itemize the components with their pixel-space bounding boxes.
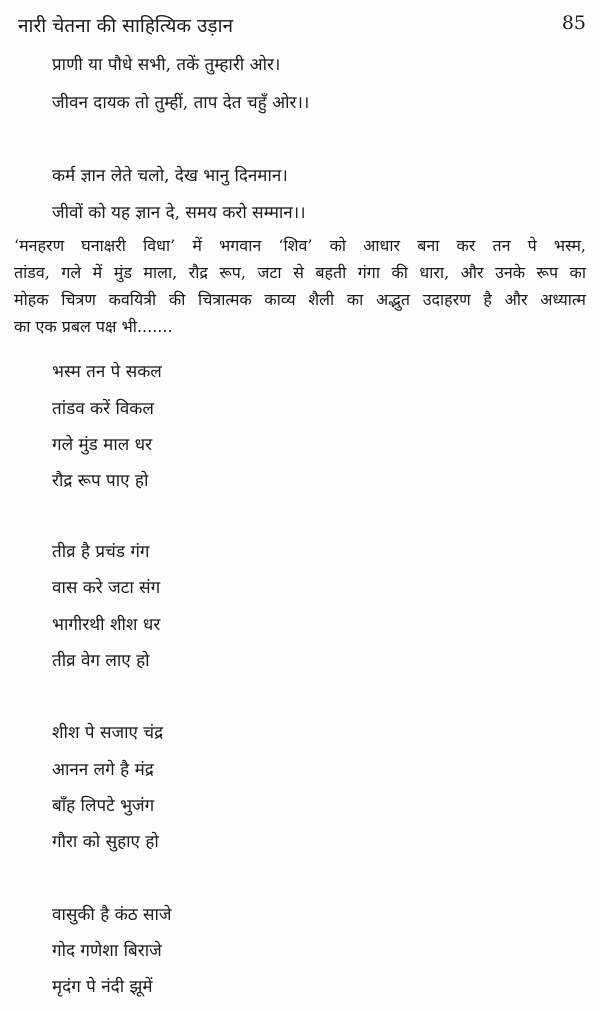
couplet-2-line-2: जीवों को यह ज्ञान दे, समय करो सम्मान।। [52, 203, 306, 223]
stanza-3-line-3: बाँह लिपटे भुजंग [52, 796, 155, 816]
running-title: नारी चेतना की साहित्यिक उड़ान [18, 15, 234, 37]
stanza-4-line-2: गोद गणेशा बिराजे [52, 941, 162, 961]
stanza-1-line-3: गले मुंड माल धर [52, 435, 153, 455]
paragraph-line-4: का एक प्रबल पक्ष भी....... [14, 317, 173, 336]
page-header [18, 12, 586, 42]
stanza-3-line-1: शीश पे सजाए चंद्र [52, 723, 164, 743]
stanza-4-line-1: वासुकी है कंठ साजे [52, 905, 172, 925]
paragraph-line-1: ‘मनहरण घनाक्षरी विधा’ में भगवान ‘शिव’ को आधार बना कर तन पे भस्म, [14, 236, 586, 255]
paragraph-line-2: तांडव, गले में मुंड माला, रौद्र रूप, जटा से बहती गंगा की धारा, और उनके रूप का [14, 263, 586, 282]
stanza-1-line-4: रौद्र रूप पाए हो [52, 471, 149, 491]
stanza-3-line-4: गौरा को सुहाए हो [52, 832, 159, 852]
stanza-3-line-2: आनन लगे है मंद्र [52, 760, 154, 780]
stanza-1-line-1: भस्म तन पे सकल [52, 362, 162, 382]
prose-paragraph [14, 232, 586, 340]
stanza-2-line-1: तीव्र है प्रचंड गंग [52, 542, 150, 562]
couplet-1-line-1: प्राणी या पौधे सभी, तकें तुम्हारी ओर। [52, 55, 281, 75]
stanza-2-line-2: वास करे जटा संग [52, 578, 161, 598]
page-number: 85 [561, 12, 586, 34]
couplet-1-line-2: जीवन दायक तो तुम्हीं, ताप देत चहुँ ओर।। [52, 93, 310, 113]
stanza-4-line-3: मृदंग पे नंदी झूमें [52, 977, 153, 997]
couplet-2-line-1: कर्म ज्ञान लेते चलो, देख भानु दिनमान। [52, 166, 288, 186]
paragraph-line-3: मोहक चित्रण कवयित्री की चित्रात्मक काव्य शैली का अद्भुत उदाहरण है और अध्यात्म [14, 290, 586, 309]
stanza-2-line-4: तीव्र वेग लाए हो [52, 651, 150, 671]
stanza-2-line-3: भागीरथी शीश धर [52, 615, 161, 635]
stanza-1-line-2: तांडव करें विकल [52, 399, 154, 419]
